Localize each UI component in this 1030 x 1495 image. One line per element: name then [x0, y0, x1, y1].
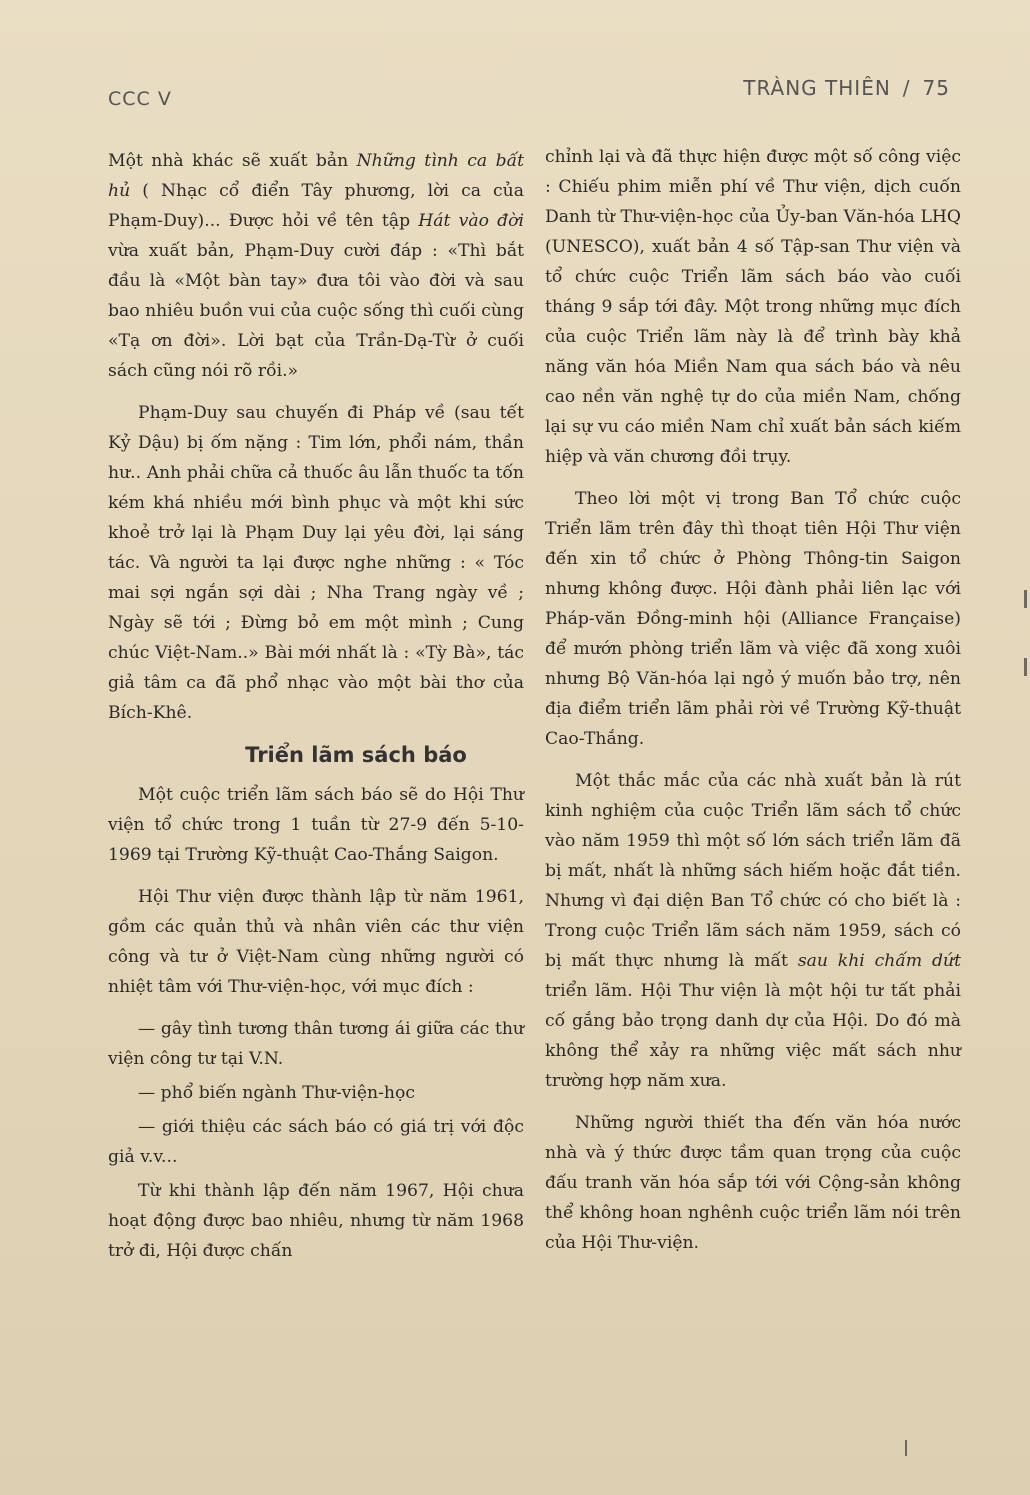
running-header-right [743, 76, 950, 100]
scan-mark [1024, 658, 1027, 676]
paragraph-pham-duy-health: Phạm-Duy sau chuyến đi Pháp về (sau tết Kỷ Dậu) bị ốm nặng : Tim lớn, phổi nám, thần hư.. Anh phải chữa cả thuốc âu lẫn thuốc ta tốn kém khá nhiều mới bình phục và một khi sức khoẻ trở lại là Phạm Duy lại yêu đời, lại sáng tác. Và người ta lại được nghe những : « Tóc mai sợi ngắn sợi dài ; Nha Trang ngày về ; Ngày sẽ tới ; Đừng bỏ em một mình ; Cung chúc Việt-Nam..» Bài mới nhất là : «Tỳ Bà», tác giả tâm ca đã phổ nhạc vào một bài thơ của Bích-Khê. [108, 403, 524, 723]
scan-mark [905, 1440, 907, 1456]
paragraph-venue: Theo lời một vị trong Ban Tổ chức cuộc Triển lãm trên đây thì thoạt tiên Hội Thư viện đến xin tổ chức ở Phòng Thông-tin Saigon nhưng không được. Hội đành phải liên lạc với Pháp-văn Đồng-minh hội (Alliance Française) để mướn phòng triển lãm và việc đã xong xuôi nhưng Bộ Văn-hóa lại ngỏ ý muốn bảo trợ, nên địa điểm triển lãm phải rời về Trường Kỹ-thuật Cao-Thắng. [545, 489, 961, 749]
paragraph-activities-continued: chỉnh lại và đã thực hiện được một số công việc : Chiếu phim miễn phí về Thư viện, dịch cuốn Danh từ Thư-viện-học của Ủy-ban Văn-hóa LHQ (UNESCO), xuất bản 4 số Tập-san Thư viện và tổ chức cuộc Triển lãm sách báo vào cuối tháng 9 sắp tới đây. Một trong những mục đích của cuộc Triển lãm này là để trình bày khả năng văn hóa Miền Nam qua sách báo và nêu cao nền văn nghệ tự do của miền Nam, chống lại sự vu cáo miền Nam chỉ xuất bản sách kiếm hiệp và văn chương đồi trụy. [545, 147, 961, 467]
list-item: — phổ biến ngành Thư-viện-học [138, 1083, 415, 1103]
paragraph-library-association: Hội Thư viện được thành lập từ năm 1961, gồm các quản thủ và nhân viên các thư viện công và tư ở Việt-Nam cùng những người có nhiệt tâm với Thư-viện-học, với mục đích : [108, 887, 524, 997]
left-column [108, 146, 524, 1266]
right-column [545, 142, 961, 1258]
header-separator: / [902, 76, 911, 100]
paragraph-exhibition-announcement: Một cuộc triển lãm sách báo sẽ do Hội Thư viện tổ chức trong 1 tuần từ 27-9 đến 5-10-1969 tại Trường Kỹ-thuật Cao-Thắng Saigon. [108, 785, 524, 865]
page-number: 75 [922, 76, 950, 100]
book-title: Hát vào đời [418, 211, 524, 231]
paragraph-conclusion: Những người thiết tha đến văn hóa nước nhà và ý thức được tầm quan trọng của cuộc đấu tranh văn hóa sắp tới với Cộng-sản không thể không hoan nghênh cuộc triển lãm nói trên của Hội Thư-viện. [545, 1113, 961, 1253]
scan-mark [1024, 590, 1027, 608]
section-title: Triển lãm sách báo [245, 743, 467, 767]
emphasis-text: sau khi chấm dứt [797, 951, 962, 971]
paragraph-lost-books: Một thắc mắc của các nhà xuất bản là rút kinh nghiệm của cuộc Triển lãm sách tổ chức vào năm 1959 thì một số lớn sách triển lãm đã bị mất, nhất là những sách hiếm hoặc đắt tiền. Nhưng vì đại diện Ban Tổ chức có cho biết là : Trong cuộc Triển lãm sách năm 1959, sách có bị mất thực nhưng là mất sau khi chấm dứt triển lãm. Hội Thư viện là một hội tư tất phải cố gắng bảo trọng danh dự của Hội. Do đó mà không thể xảy ra những việc mất sách như trường hợp năm xưa. [545, 771, 962, 1091]
running-header-left: CCC V [108, 88, 172, 110]
book-title: Những tình ca bất hủ [108, 151, 525, 201]
paragraph-activities: Từ khi thành lập đến năm 1967, Hội chưa hoạt động được bao nhiêu, nhưng từ năm 1968 trở đi, Hội được chấn [108, 1181, 524, 1261]
list-item: — gây tình tương thân tương ái giữa các thư viện công tư tại V.N. [108, 1019, 524, 1069]
list-item: — giới thiệu các sách báo có giá trị với độc giả v.v... [108, 1117, 524, 1167]
magazine-title: TRÀNG THIÊN [743, 76, 891, 100]
paragraph-pham-duy-books: Một nhà khác sẽ xuất bản Những tình ca bất hủ ( Nhạc cổ điển Tây phương, lời ca của Phạm-Duy)... Được hỏi về tên tập Hát vào đời vừa xuất bản, Phạm-Duy cười đáp : «Thì bắt đầu là «Một bàn tay» đưa tôi vào đời và sau bao nhiêu buồn vui của cuộc sống thì cuối cùng «Tạ ơn đời». Lời bạt của Trần-Dạ-Từ ở cuối sách cũng nói rõ rồi.» [108, 151, 525, 381]
